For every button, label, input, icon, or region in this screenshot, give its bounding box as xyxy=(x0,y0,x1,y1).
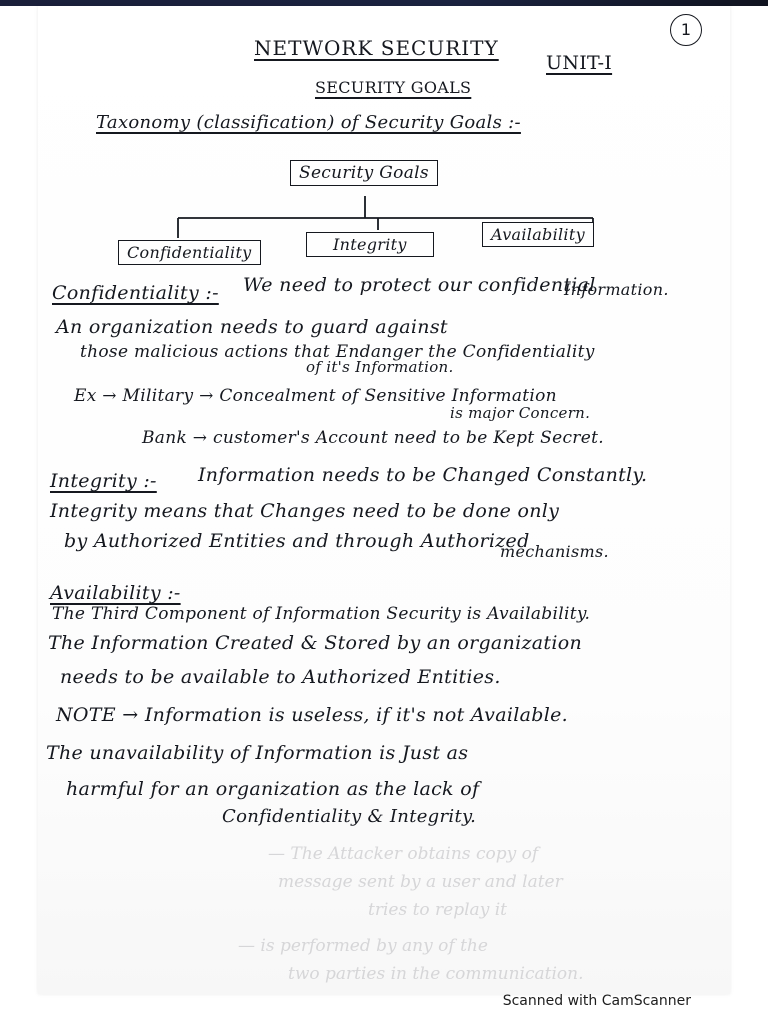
integrity-line: mechanisms. xyxy=(500,542,609,561)
bleed-through-text: — is performed by any of the xyxy=(238,936,488,956)
bleed-through-text: — The Attacker obtains copy of xyxy=(268,844,539,864)
confidentiality-line: those malicious actions that Endanger the Confidentiality xyxy=(80,342,595,362)
integrity-line: Information needs to be Changed Constantly. xyxy=(198,464,648,486)
notebook-page xyxy=(38,6,730,994)
diagram-connectors xyxy=(38,6,730,266)
confidentiality-heading: Confidentiality :- xyxy=(52,282,219,304)
confidentiality-line: Information. xyxy=(564,280,669,299)
confidentiality-line: An organization needs to guard against xyxy=(56,316,448,338)
bleed-through-text: tries to replay it xyxy=(368,900,507,920)
confidentiality-line: is major Concern. xyxy=(450,404,591,422)
diagram-root-node: Security Goals xyxy=(290,160,438,186)
confidentiality-line: of it's Information. xyxy=(306,358,454,376)
section-subtitle: SECURITY GOALS xyxy=(315,78,472,97)
availability-line: needs to be available to Authorized Entities. xyxy=(60,666,501,688)
availability-line: harmful for an organization as the lack of xyxy=(66,778,480,800)
page-number: 1 xyxy=(670,14,702,46)
integrity-line: Integrity means that Changes need to be done only xyxy=(50,500,560,522)
taxonomy-heading: Taxonomy (classification) of Security Goals :- xyxy=(96,112,521,133)
unit-label: UNIT-I xyxy=(546,52,613,74)
availability-line: The Information Created & Stored by an organization xyxy=(48,632,582,654)
bleed-through-text: message sent by a user and later xyxy=(278,872,563,892)
scanner-watermark: Scanned with CamScanner xyxy=(502,993,691,1009)
page-title: NETWORK SECURITY xyxy=(254,36,499,60)
diagram-node-integrity: Integrity xyxy=(306,232,434,257)
availability-note: NOTE → Information is useless, if it's not Available. xyxy=(56,704,568,726)
availability-line: Confidentiality & Integrity. xyxy=(222,806,477,827)
confidentiality-line: We need to protect our confidential xyxy=(243,274,596,296)
availability-line: The Third Component of Information Security is Availability. xyxy=(52,604,591,624)
confidentiality-example: Ex → Military → Concealment of Sensitive Information xyxy=(74,386,557,406)
integrity-heading: Integrity :- xyxy=(50,470,157,492)
bleed-through-text: two parties in the communication. xyxy=(288,964,584,984)
diagram-node-confidentiality: Confidentiality xyxy=(118,240,261,265)
diagram-node-availability: Availability xyxy=(482,222,594,247)
availability-heading: Availability :- xyxy=(50,582,181,604)
confidentiality-example: Bank → customer's Account need to be Kept Secret. xyxy=(142,428,604,448)
availability-line: The unavailability of Information is Just as xyxy=(46,742,469,764)
integrity-line: by Authorized Entities and through Authorized xyxy=(64,530,530,552)
